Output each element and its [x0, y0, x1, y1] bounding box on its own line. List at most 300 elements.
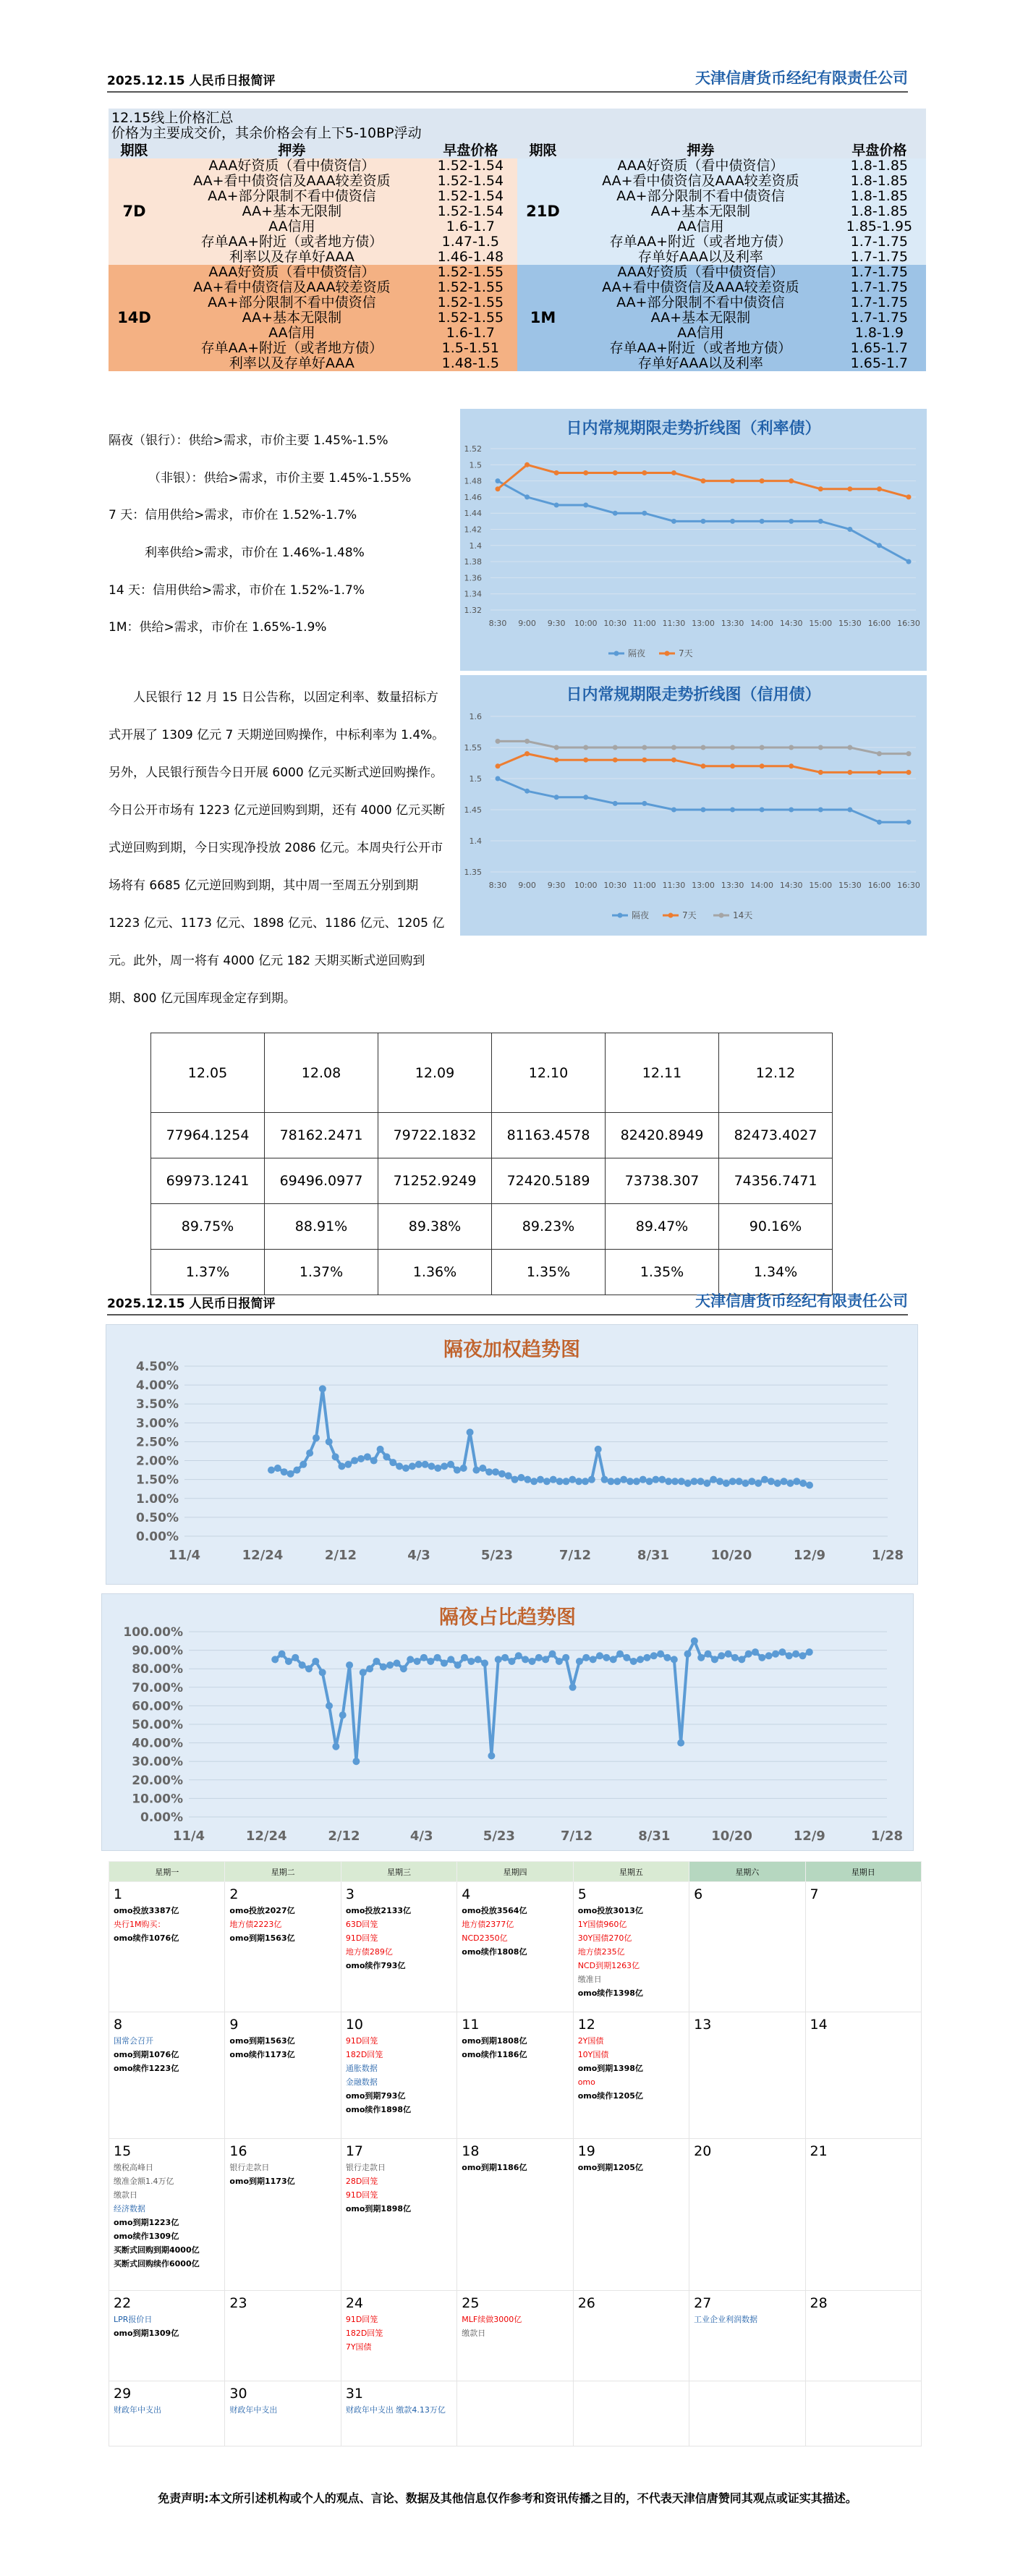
data-point — [723, 1480, 730, 1487]
note-overnight-bank: 隔夜（银行）：供给>需求，市价主要 1.45%-1.5% — [109, 433, 388, 448]
calendar-event: 7Y国债 — [345, 2342, 372, 2352]
data-point — [481, 1660, 488, 1667]
data-point — [396, 1462, 403, 1470]
disclaimer: 免责声明:本文所引述机构或个人的观点、言论、数据及其他信息仅作参考和资讯传播之目的，不代表天津信唐赞同其观点或证实其描述。 — [158, 2491, 857, 2505]
calendar-day — [573, 2291, 689, 2381]
x-tick-label: 15:00 — [809, 881, 833, 890]
data-point — [562, 1654, 569, 1661]
table-cell: 12.10 — [492, 1033, 606, 1113]
data-point — [711, 1656, 718, 1663]
y-tick-label: 1.6 — [469, 712, 482, 721]
price: 1.7-1.75 — [833, 234, 926, 250]
data-point — [575, 1478, 582, 1485]
pboc-paragraph: 人民银行 12 月 15 日公告称，以固定利率、数量招标方式开展了 1309 亿元 7 天期逆回购操作，中标利率为 1.4%。另外，人民银行预告今日开展 6000 亿元买断式逆回购操作。今日公开市场有 1223 亿元逆回购到期，还有 4000 亿元买断式逆回购到期，今日实现净投放 2086 亿元。本周央行公开市场将有 6685 亿元逆回购到期，其中周一至周五分别到期 1223 亿元、1173 亿元、1898 亿元、1186 亿元、1205 亿元。此外，周一将有 4000 亿元 182 天期买断式逆回购到期、800 亿元国库现金定存到期。 — [109, 690, 446, 1006]
data-point — [528, 1658, 535, 1665]
calendar-event: omo投放3564亿 — [462, 1906, 527, 1915]
data-point — [603, 1654, 610, 1661]
data-point — [642, 511, 647, 516]
data-point — [279, 1651, 286, 1658]
data-point — [582, 1478, 589, 1485]
calendar-day — [225, 2291, 341, 2381]
data-point — [613, 511, 618, 516]
table-cell: 90.16% — [719, 1204, 833, 1250]
data-point — [748, 1478, 755, 1485]
collateral: AA+看中债资信及AAA较差资质 — [160, 174, 424, 189]
price-table — [109, 109, 926, 371]
data-point — [454, 1661, 462, 1669]
data-point — [467, 1658, 475, 1665]
calendar-event: 经济数据 — [114, 2204, 145, 2213]
data-point — [642, 745, 647, 750]
data-point — [671, 1478, 679, 1485]
calendar-day — [573, 2139, 689, 2291]
data-point — [496, 763, 501, 768]
data-point — [420, 1654, 428, 1661]
data-point — [402, 1465, 409, 1472]
calendar-day — [457, 2291, 573, 2381]
x-tick-label: 4/3 — [409, 1829, 433, 1844]
table-cell: 88.91% — [265, 1204, 378, 1250]
calendar-event: 买断式回购续作6000亿 — [114, 2259, 200, 2268]
overnight-ratio-chart — [101, 1593, 914, 1851]
calendar-event: NCD到期1263亿 — [577, 1961, 640, 1970]
calendar-event: 缴款日 — [462, 2329, 486, 2338]
calendar-event: omo续作1076亿 — [114, 1933, 179, 1943]
calendar-event: 2Y国债 — [577, 2036, 604, 2046]
data-point — [287, 1470, 294, 1478]
collateral: AA信用 — [569, 326, 833, 341]
data-point — [725, 1651, 732, 1658]
data-point — [877, 543, 882, 548]
data-point — [643, 1654, 650, 1661]
data-point — [556, 1478, 564, 1485]
y-tick-label: 2.50% — [136, 1435, 179, 1450]
y-tick-label: 3.00% — [136, 1416, 179, 1431]
table-cell: 69496.0977 — [265, 1158, 378, 1204]
x-tick-label: 11:00 — [633, 619, 656, 628]
note-overnight-nonbank: （非银）：供给>需求，市价主要 1.45%-1.55% — [148, 471, 412, 486]
table-row — [151, 1250, 833, 1295]
y-tick-label: 1.38 — [464, 557, 482, 567]
y-tick-label: 1.35 — [464, 868, 482, 877]
data-point — [530, 1478, 538, 1485]
data-point — [671, 758, 676, 763]
data-point — [731, 1654, 739, 1661]
data-point — [793, 1478, 800, 1485]
price: 1.52-1.54 — [424, 174, 517, 189]
data-point — [306, 1449, 313, 1457]
calendar-event: omo到期1223亿 — [114, 2218, 179, 2227]
price: 1.7-1.75 — [833, 250, 926, 265]
data-point — [460, 1465, 467, 1472]
day-number: 26 — [577, 2295, 595, 2311]
collateral: AA信用 — [160, 326, 424, 341]
table-cell: 82473.4027 — [719, 1113, 833, 1158]
calendar-event: 28D回笼 — [345, 2177, 378, 2186]
weekday-label: 星期三 — [341, 1862, 456, 1882]
data-point — [789, 478, 794, 483]
day-number: 30 — [229, 2386, 247, 2402]
legend-marker — [665, 651, 670, 656]
calendar-event: 30Y国债270亿 — [577, 1933, 632, 1943]
data-point — [485, 1468, 493, 1475]
y-tick-label: 60.00% — [132, 1699, 183, 1714]
data-point — [701, 478, 706, 483]
calendar-day — [689, 2291, 805, 2381]
overnight-ratio-plot — [102, 1594, 914, 1852]
data-point — [646, 1478, 653, 1485]
data-point — [703, 1480, 710, 1487]
calendar-day — [109, 2139, 225, 2291]
data-point — [818, 745, 823, 750]
data-point — [760, 763, 765, 768]
calendar-day — [805, 2012, 921, 2139]
collateral: 利率以及存单好AAA — [160, 356, 424, 371]
data-point — [716, 1478, 723, 1485]
collateral: 存单AA+附近（或者地方债） — [160, 234, 424, 250]
data-point — [765, 1652, 773, 1659]
day-number: 25 — [462, 2295, 480, 2311]
price: 1.8-1.9 — [833, 326, 926, 341]
company-name: 天津信唐货币经纪有限责任公司 — [695, 1292, 908, 1310]
y-tick-label: 1.4 — [469, 836, 482, 846]
legend-label: 7天 — [682, 910, 697, 920]
data-point — [511, 1476, 519, 1483]
collateral: AA+部分限制不看中债资信 — [160, 189, 424, 204]
collateral: AAA好资质（看中债资信） — [160, 265, 424, 280]
data-point — [657, 1651, 664, 1658]
data-point — [554, 795, 559, 800]
calendar-event: omo续作1898亿 — [345, 2105, 412, 2114]
data-point — [818, 808, 823, 813]
data-point — [332, 1743, 339, 1750]
data-point — [569, 1476, 576, 1483]
day-number: 10 — [345, 2017, 364, 2033]
data-point — [400, 1665, 407, 1672]
data-point — [760, 808, 765, 813]
table-cell: 78162.2471 — [265, 1113, 378, 1158]
data-point — [806, 1482, 813, 1489]
x-tick-label: 12/24 — [245, 1829, 287, 1844]
calendar-event: omo续作1808亿 — [462, 1947, 527, 1957]
price: 1.85-1.95 — [833, 219, 926, 234]
table-cell: 1.37% — [265, 1250, 378, 1295]
weekday-label: 星期二 — [225, 1862, 341, 1882]
data-point — [550, 1476, 557, 1483]
calendar-event: omo到期1173亿 — [229, 2177, 295, 2186]
data-point — [346, 1661, 353, 1669]
data-point — [377, 1446, 384, 1453]
legend-label: 7天 — [679, 648, 693, 658]
data-point — [312, 1658, 319, 1665]
x-tick-label: 9:30 — [547, 881, 566, 890]
data-point — [640, 1476, 647, 1483]
calendar-event: MLF续做3000亿 — [462, 2315, 522, 2324]
data-point — [633, 1478, 640, 1485]
data-point — [906, 820, 912, 825]
price: 1.52-1.54 — [424, 158, 517, 174]
collateral: AAA好资质（看中债资信） — [569, 265, 833, 280]
data-point — [745, 1651, 752, 1658]
calendar-event: NCD2350亿 — [462, 1933, 508, 1943]
day-number: 18 — [462, 2143, 480, 2159]
y-tick-label: 4.50% — [136, 1360, 179, 1374]
term-tag: 14D — [109, 265, 160, 371]
day-number: 14 — [810, 2017, 828, 2033]
data-point — [730, 763, 735, 768]
price: 1.5-1.51 — [424, 341, 517, 356]
data-point — [583, 470, 588, 475]
data-point — [786, 1480, 794, 1487]
data-point — [472, 1467, 480, 1474]
x-tick-label: 10:00 — [574, 881, 598, 890]
collateral: AA信用 — [160, 219, 424, 234]
x-tick-label: 9:00 — [518, 881, 536, 890]
calendar-event: omo到期1205亿 — [577, 2163, 643, 2172]
data-point — [847, 527, 852, 532]
data-point — [583, 758, 588, 763]
collateral: AA信用 — [569, 219, 833, 234]
weekday-label: 星期六 — [689, 1862, 805, 1882]
data-point — [351, 1457, 358, 1465]
company-name: 天津信唐货币经纪有限责任公司 — [695, 69, 908, 87]
data-point — [422, 1461, 429, 1468]
calendar-week — [109, 2291, 922, 2381]
data-point — [736, 1478, 743, 1485]
data-point — [650, 1652, 658, 1659]
table-cell: 12.05 — [151, 1033, 265, 1113]
table-cell: 74356.7471 — [719, 1158, 833, 1204]
calendar-event: 地方债2377亿 — [462, 1920, 514, 1929]
calendar-event: 缴准金额1.4万亿 — [114, 2177, 174, 2186]
data-point — [637, 1656, 644, 1663]
table-row — [151, 1204, 833, 1250]
weekday-label: 星期四 — [457, 1862, 573, 1882]
calendar-week — [109, 1882, 922, 2012]
note-7d-rate: 利率供给>需求，市价在 1.46%-1.48% — [145, 546, 365, 560]
calendar-day — [225, 2139, 341, 2291]
day-number: 31 — [345, 2386, 364, 2402]
x-tick-label: 12/9 — [793, 1829, 825, 1844]
table-cell: 1.36% — [378, 1250, 492, 1295]
calendar-day — [457, 2012, 573, 2139]
day-number: 5 — [577, 1886, 587, 1902]
calendar-event: omo投放2027亿 — [229, 1906, 295, 1915]
data-point — [701, 519, 706, 524]
data-point — [339, 1711, 347, 1719]
data-point — [461, 1654, 468, 1661]
day-number: 22 — [114, 2295, 132, 2311]
data-point — [730, 745, 735, 750]
y-tick-label: 1.48 — [464, 476, 482, 486]
collateral: AA+基本无限制 — [569, 310, 833, 326]
y-tick-label: 1.32 — [464, 606, 482, 615]
calendar-event: omo续作793亿 — [345, 1961, 406, 1970]
calendar-event: omo续作1205亿 — [577, 2091, 643, 2101]
table-cell: 1.35% — [606, 1250, 719, 1295]
table-row — [151, 1158, 833, 1204]
collateral: 存单AA+附近（或者地方债） — [160, 341, 424, 356]
x-tick-label: 11/4 — [168, 1548, 201, 1563]
x-tick-label: 7/12 — [559, 1548, 592, 1563]
price: 1.47-1.5 — [424, 234, 517, 250]
data-point — [710, 1476, 717, 1483]
calendar-event: omo到期1186亿 — [462, 2163, 527, 2172]
data-point — [524, 1476, 531, 1483]
price-header-row: 期限 押券 早盘价格 期限 押券 早盘价格 — [109, 143, 926, 158]
calendar-event: omo到期1563亿 — [229, 1933, 295, 1943]
data-point — [877, 486, 882, 491]
price: 1.52-1.54 — [424, 204, 517, 219]
data-point — [760, 478, 765, 483]
calendar-event: 国常会召开 — [114, 2036, 153, 2046]
data-point — [610, 1656, 617, 1663]
data-point — [671, 745, 676, 750]
table-cell: 72420.5189 — [492, 1158, 606, 1204]
collateral: 存单好AAA以及利率 — [569, 250, 833, 265]
calendar-day — [457, 2139, 573, 2291]
report-date: 2025.12.15 人民币日报简评 — [107, 74, 276, 88]
legend-marker — [719, 913, 724, 918]
data-point — [409, 1462, 416, 1470]
table-cell: 89.23% — [492, 1204, 606, 1250]
data-point — [373, 1658, 380, 1665]
x-tick-label: 10:00 — [574, 619, 598, 628]
day-number: 23 — [229, 2295, 247, 2311]
calendar-event: 10Y国债 — [577, 2050, 609, 2059]
data-point — [730, 808, 735, 813]
day-number: 3 — [345, 1886, 354, 1902]
calendar-event: omo到期1563亿 — [229, 2036, 295, 2046]
data-point — [665, 1478, 672, 1485]
data-point — [730, 519, 735, 524]
price: 1.46-1.48 — [424, 250, 517, 265]
table-cell: 81163.4578 — [492, 1113, 606, 1158]
calendar-day — [689, 2381, 805, 2446]
data-point — [701, 763, 706, 768]
data-point — [847, 745, 852, 750]
chart-title: 日内常规期限走势折线图（利率债） — [566, 420, 821, 438]
data-point — [326, 1438, 333, 1445]
table-cell: 89.47% — [606, 1204, 719, 1250]
calendar-day — [341, 2012, 456, 2139]
collateral: AA+看中债资信及AAA较差资质 — [569, 280, 833, 295]
data-point — [496, 478, 501, 483]
data-point — [658, 1476, 666, 1483]
calendar-day — [109, 2291, 225, 2381]
data-point — [818, 486, 823, 491]
data-point — [595, 1446, 602, 1453]
data-point — [642, 470, 647, 475]
data-point — [427, 1658, 434, 1665]
data-point — [786, 1652, 793, 1659]
data-point — [789, 808, 794, 813]
data-point — [454, 1467, 461, 1474]
table-cell: 1.35% — [492, 1250, 606, 1295]
calendar-event: 通胀数据 — [345, 2064, 378, 2073]
y-tick-label: 1.42 — [464, 525, 482, 535]
x-tick-label: 10:30 — [603, 619, 627, 628]
data-point — [718, 1652, 725, 1659]
calendar-event: 财政年中支出 — [114, 2405, 161, 2415]
data-point — [525, 462, 530, 467]
data-point — [292, 1654, 299, 1661]
legend-marker — [614, 651, 619, 656]
data-point — [847, 486, 852, 491]
weekday-label: 星期五 — [573, 1862, 689, 1882]
price-summary: 12.15线上价格汇总 价格为主要成交价，其余价格会有上下5-10BP浮动 — [109, 109, 926, 143]
data-point — [583, 745, 588, 750]
data-point — [847, 808, 852, 813]
data-point — [370, 1457, 378, 1465]
x-tick-label: 15:00 — [809, 619, 833, 628]
chart-title: 隔夜加权趋势图 — [443, 1339, 580, 1361]
data-point — [613, 801, 618, 806]
price: 1.8-1.85 — [833, 189, 926, 204]
calendar-event: 银行走款日 — [345, 2163, 386, 2172]
day-number: 11 — [462, 2017, 480, 2033]
collateral: AA+看中债资信及AAA较差资质 — [160, 280, 424, 295]
data-point — [818, 519, 823, 524]
data-point — [299, 1661, 306, 1669]
collateral: 存单AA+附近（或者地方债） — [569, 341, 833, 356]
y-tick-label: 50.00% — [132, 1718, 183, 1732]
data-point — [738, 1656, 745, 1663]
price: 1.6-1.7 — [424, 326, 517, 341]
x-tick-label: 13:30 — [721, 881, 744, 890]
price: 1.52-1.55 — [424, 265, 517, 280]
data-point — [326, 1702, 333, 1709]
day-number: 29 — [114, 2386, 132, 2402]
price: 1.65-1.7 — [833, 341, 926, 356]
calendar-event: 地方债235亿 — [577, 1947, 625, 1957]
data-point — [671, 519, 676, 524]
calendar-event: omo投放3013亿 — [577, 1906, 643, 1915]
data-point — [554, 470, 559, 475]
credit-bond-line-chart — [460, 675, 927, 936]
rate-bond-chart — [460, 409, 927, 671]
data-point — [799, 1480, 807, 1487]
calendar-event: 缴准日 — [577, 1975, 602, 1984]
x-tick-label: 16:00 — [867, 881, 891, 890]
data-point — [428, 1462, 435, 1470]
calendar-event: 182D回笼 — [345, 2329, 383, 2338]
data-point — [760, 745, 765, 750]
data-point — [596, 1652, 603, 1659]
term-tag: 1M — [517, 265, 569, 371]
data-point — [415, 1461, 422, 1468]
data-point — [407, 1656, 414, 1663]
data-point — [556, 1658, 563, 1665]
table-cell: 1.37% — [151, 1250, 265, 1295]
calendar-event: omo续作1398亿 — [577, 1988, 643, 1998]
day-number: 1 — [114, 1886, 123, 1902]
calendar — [109, 1861, 922, 2446]
data-point — [671, 470, 676, 475]
calendar-event: omo投放3387亿 — [114, 1906, 179, 1915]
table-cell: 79722.1832 — [378, 1113, 492, 1158]
data-point — [505, 1472, 512, 1479]
data-point — [434, 1465, 441, 1472]
data-point — [684, 1480, 692, 1487]
x-tick-label: 16:00 — [867, 619, 891, 628]
data-point — [274, 1465, 281, 1472]
y-tick-label: 1.45 — [464, 805, 482, 815]
data-point — [789, 763, 794, 768]
collateral: 存单AA+附近（或者地方债） — [569, 234, 833, 250]
data-point — [338, 1462, 345, 1470]
y-tick-label: 1.5 — [469, 774, 482, 784]
